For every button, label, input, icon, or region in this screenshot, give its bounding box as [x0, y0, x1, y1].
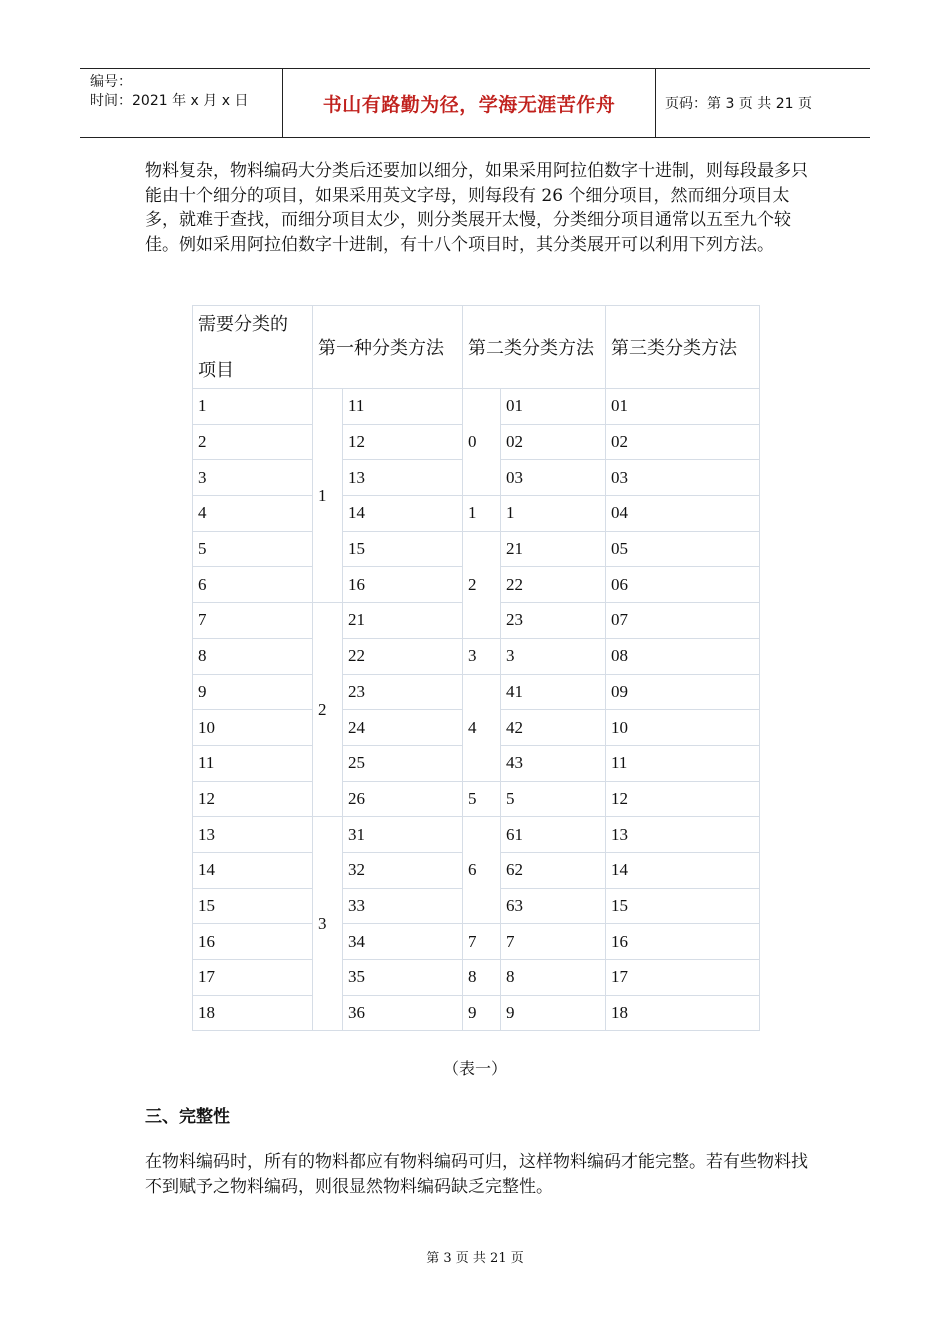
- header-second-method: 第二类分类方法: [463, 306, 606, 389]
- third-code-cell: 11: [606, 745, 760, 781]
- item-cell: 16: [193, 924, 313, 960]
- item-cell: 8: [193, 638, 313, 674]
- table-header-row: [193, 306, 760, 389]
- page-header: [80, 68, 870, 138]
- second-code-cell: 22: [501, 567, 606, 603]
- second-code-cell: 41: [501, 674, 606, 710]
- header-items-line2: 项目: [198, 360, 234, 380]
- first-code-cell: 32: [343, 852, 463, 888]
- third-code-cell: 14: [606, 852, 760, 888]
- third-code-cell: 02: [606, 424, 760, 460]
- first-code-cell: 14: [343, 496, 463, 532]
- second-group-cell: 2: [463, 531, 501, 638]
- intro-paragraph: 物料复杂，物料编码大分类后还要加以细分，如果采用阿拉伯数字十进制，则每段最多只能由十个细分的项目，如果采用英文字母，则每段有 26 个细分项目，然而细分项目太多，就难于查找，而细分项目太少，则分类展开太慢，分类细分项目通常以五至九个较佳。例如采用阿拉伯数字十进制，有十八个项目时，其分类展开可以利用下列方法。: [145, 161, 808, 255]
- first-group-cell: 1: [313, 389, 343, 603]
- third-code-cell: 12: [606, 781, 760, 817]
- header-page-code: 页码：第 3 页 共 21 页: [665, 96, 812, 112]
- item-cell: 4: [193, 496, 313, 532]
- third-code-cell: 05: [606, 531, 760, 567]
- first-code-cell: 26: [343, 781, 463, 817]
- third-code-cell: 16: [606, 924, 760, 960]
- first-code-cell: 35: [343, 960, 463, 996]
- second-code-cell: 23: [501, 603, 606, 639]
- first-code-cell: 16: [343, 567, 463, 603]
- second-code-cell: 42: [501, 710, 606, 746]
- first-code-cell: 21: [343, 603, 463, 639]
- third-code-cell: 06: [606, 567, 760, 603]
- second-code-cell: 63: [501, 888, 606, 924]
- second-group-cell: 9: [463, 995, 501, 1031]
- document-time-label: 时间：2021 年 x 月 x 日: [90, 93, 249, 109]
- table-row: [193, 781, 760, 817]
- first-code-cell: 15: [343, 531, 463, 567]
- item-cell: 6: [193, 567, 313, 603]
- third-code-cell: 13: [606, 817, 760, 853]
- first-code-cell: 11: [343, 389, 463, 425]
- table-row: [193, 960, 760, 996]
- second-code-cell: 03: [501, 460, 606, 496]
- third-code-cell: 17: [606, 960, 760, 996]
- item-cell: 1: [193, 389, 313, 425]
- third-code-cell: 07: [606, 603, 760, 639]
- second-code-cell: 01: [501, 389, 606, 425]
- third-code-cell: 15: [606, 888, 760, 924]
- header-first-method: 第一种分类方法: [313, 306, 463, 389]
- first-code-cell: 25: [343, 745, 463, 781]
- first-code-cell: 31: [343, 817, 463, 853]
- first-code-cell: 24: [343, 710, 463, 746]
- header-items-line1: 需要分类的: [198, 314, 288, 334]
- table-row: [193, 531, 760, 567]
- table-caption: （表一）: [442, 1059, 507, 1078]
- classification-table: [192, 305, 760, 1031]
- item-cell: 7: [193, 603, 313, 639]
- item-cell: 18: [193, 995, 313, 1031]
- document-number-label: 编号：: [90, 74, 132, 90]
- second-group-cell: 8: [463, 960, 501, 996]
- first-code-cell: 13: [343, 460, 463, 496]
- first-group-cell: 3: [313, 817, 343, 1031]
- item-cell: 14: [193, 852, 313, 888]
- second-group-cell: 5: [463, 781, 501, 817]
- second-group-cell: 3: [463, 638, 501, 674]
- third-code-cell: 09: [606, 674, 760, 710]
- item-cell: 5: [193, 531, 313, 567]
- second-code-cell: 43: [501, 745, 606, 781]
- first-group-cell: 2: [313, 603, 343, 817]
- completeness-paragraph: 在物料编码时，所有的物料都应有物料编码可归，这样物料编码才能完整。若有些物料找不到赋予之物料编码，则很显然物料编码缺乏完整性。: [145, 1152, 808, 1197]
- third-code-cell: 03: [606, 460, 760, 496]
- item-cell: 12: [193, 781, 313, 817]
- third-code-cell: 18: [606, 995, 760, 1031]
- table-row: [193, 389, 760, 425]
- table-row: [193, 817, 760, 853]
- item-cell: 17: [193, 960, 313, 996]
- second-code-cell: 5: [501, 781, 606, 817]
- item-cell: 10: [193, 710, 313, 746]
- third-code-cell: 10: [606, 710, 760, 746]
- second-code-cell: 21: [501, 531, 606, 567]
- second-code-cell: 7: [501, 924, 606, 960]
- second-group-cell: 6: [463, 817, 501, 924]
- second-code-cell: 8: [501, 960, 606, 996]
- second-code-cell: 9: [501, 995, 606, 1031]
- item-cell: 15: [193, 888, 313, 924]
- third-code-cell: 04: [606, 496, 760, 532]
- first-code-cell: 36: [343, 995, 463, 1031]
- second-group-cell: 0: [463, 389, 501, 496]
- third-code-cell: 01: [606, 389, 760, 425]
- second-group-cell: 1: [463, 496, 501, 532]
- third-code-cell: 08: [606, 638, 760, 674]
- second-code-cell: 02: [501, 424, 606, 460]
- item-cell: 11: [193, 745, 313, 781]
- header-motto-cell: [282, 69, 656, 137]
- table-row: [193, 924, 760, 960]
- table-row: [193, 995, 760, 1031]
- table-row: [193, 674, 760, 710]
- second-code-cell: 1: [501, 496, 606, 532]
- item-cell: 2: [193, 424, 313, 460]
- second-code-cell: 61: [501, 817, 606, 853]
- header-items-column: [193, 306, 313, 389]
- header-third-method: 第三类分类方法: [606, 306, 760, 389]
- header-meta: [80, 69, 282, 137]
- second-group-cell: 4: [463, 674, 501, 781]
- item-cell: 9: [193, 674, 313, 710]
- first-code-cell: 34: [343, 924, 463, 960]
- first-code-cell: 33: [343, 888, 463, 924]
- first-code-cell: 23: [343, 674, 463, 710]
- section-title: 三、完整性: [145, 1107, 230, 1127]
- table-row: [193, 496, 760, 532]
- first-code-cell: 22: [343, 638, 463, 674]
- table-row: [193, 638, 760, 674]
- page-footer: 第 3 页 共 21 页: [426, 1251, 524, 1266]
- second-code-cell: 3: [501, 638, 606, 674]
- header-motto: 书山有路勤为径，学海无涯苦作舟: [322, 93, 616, 116]
- item-cell: 3: [193, 460, 313, 496]
- second-group-cell: 7: [463, 924, 501, 960]
- first-code-cell: 12: [343, 424, 463, 460]
- item-cell: 13: [193, 817, 313, 853]
- second-code-cell: 62: [501, 852, 606, 888]
